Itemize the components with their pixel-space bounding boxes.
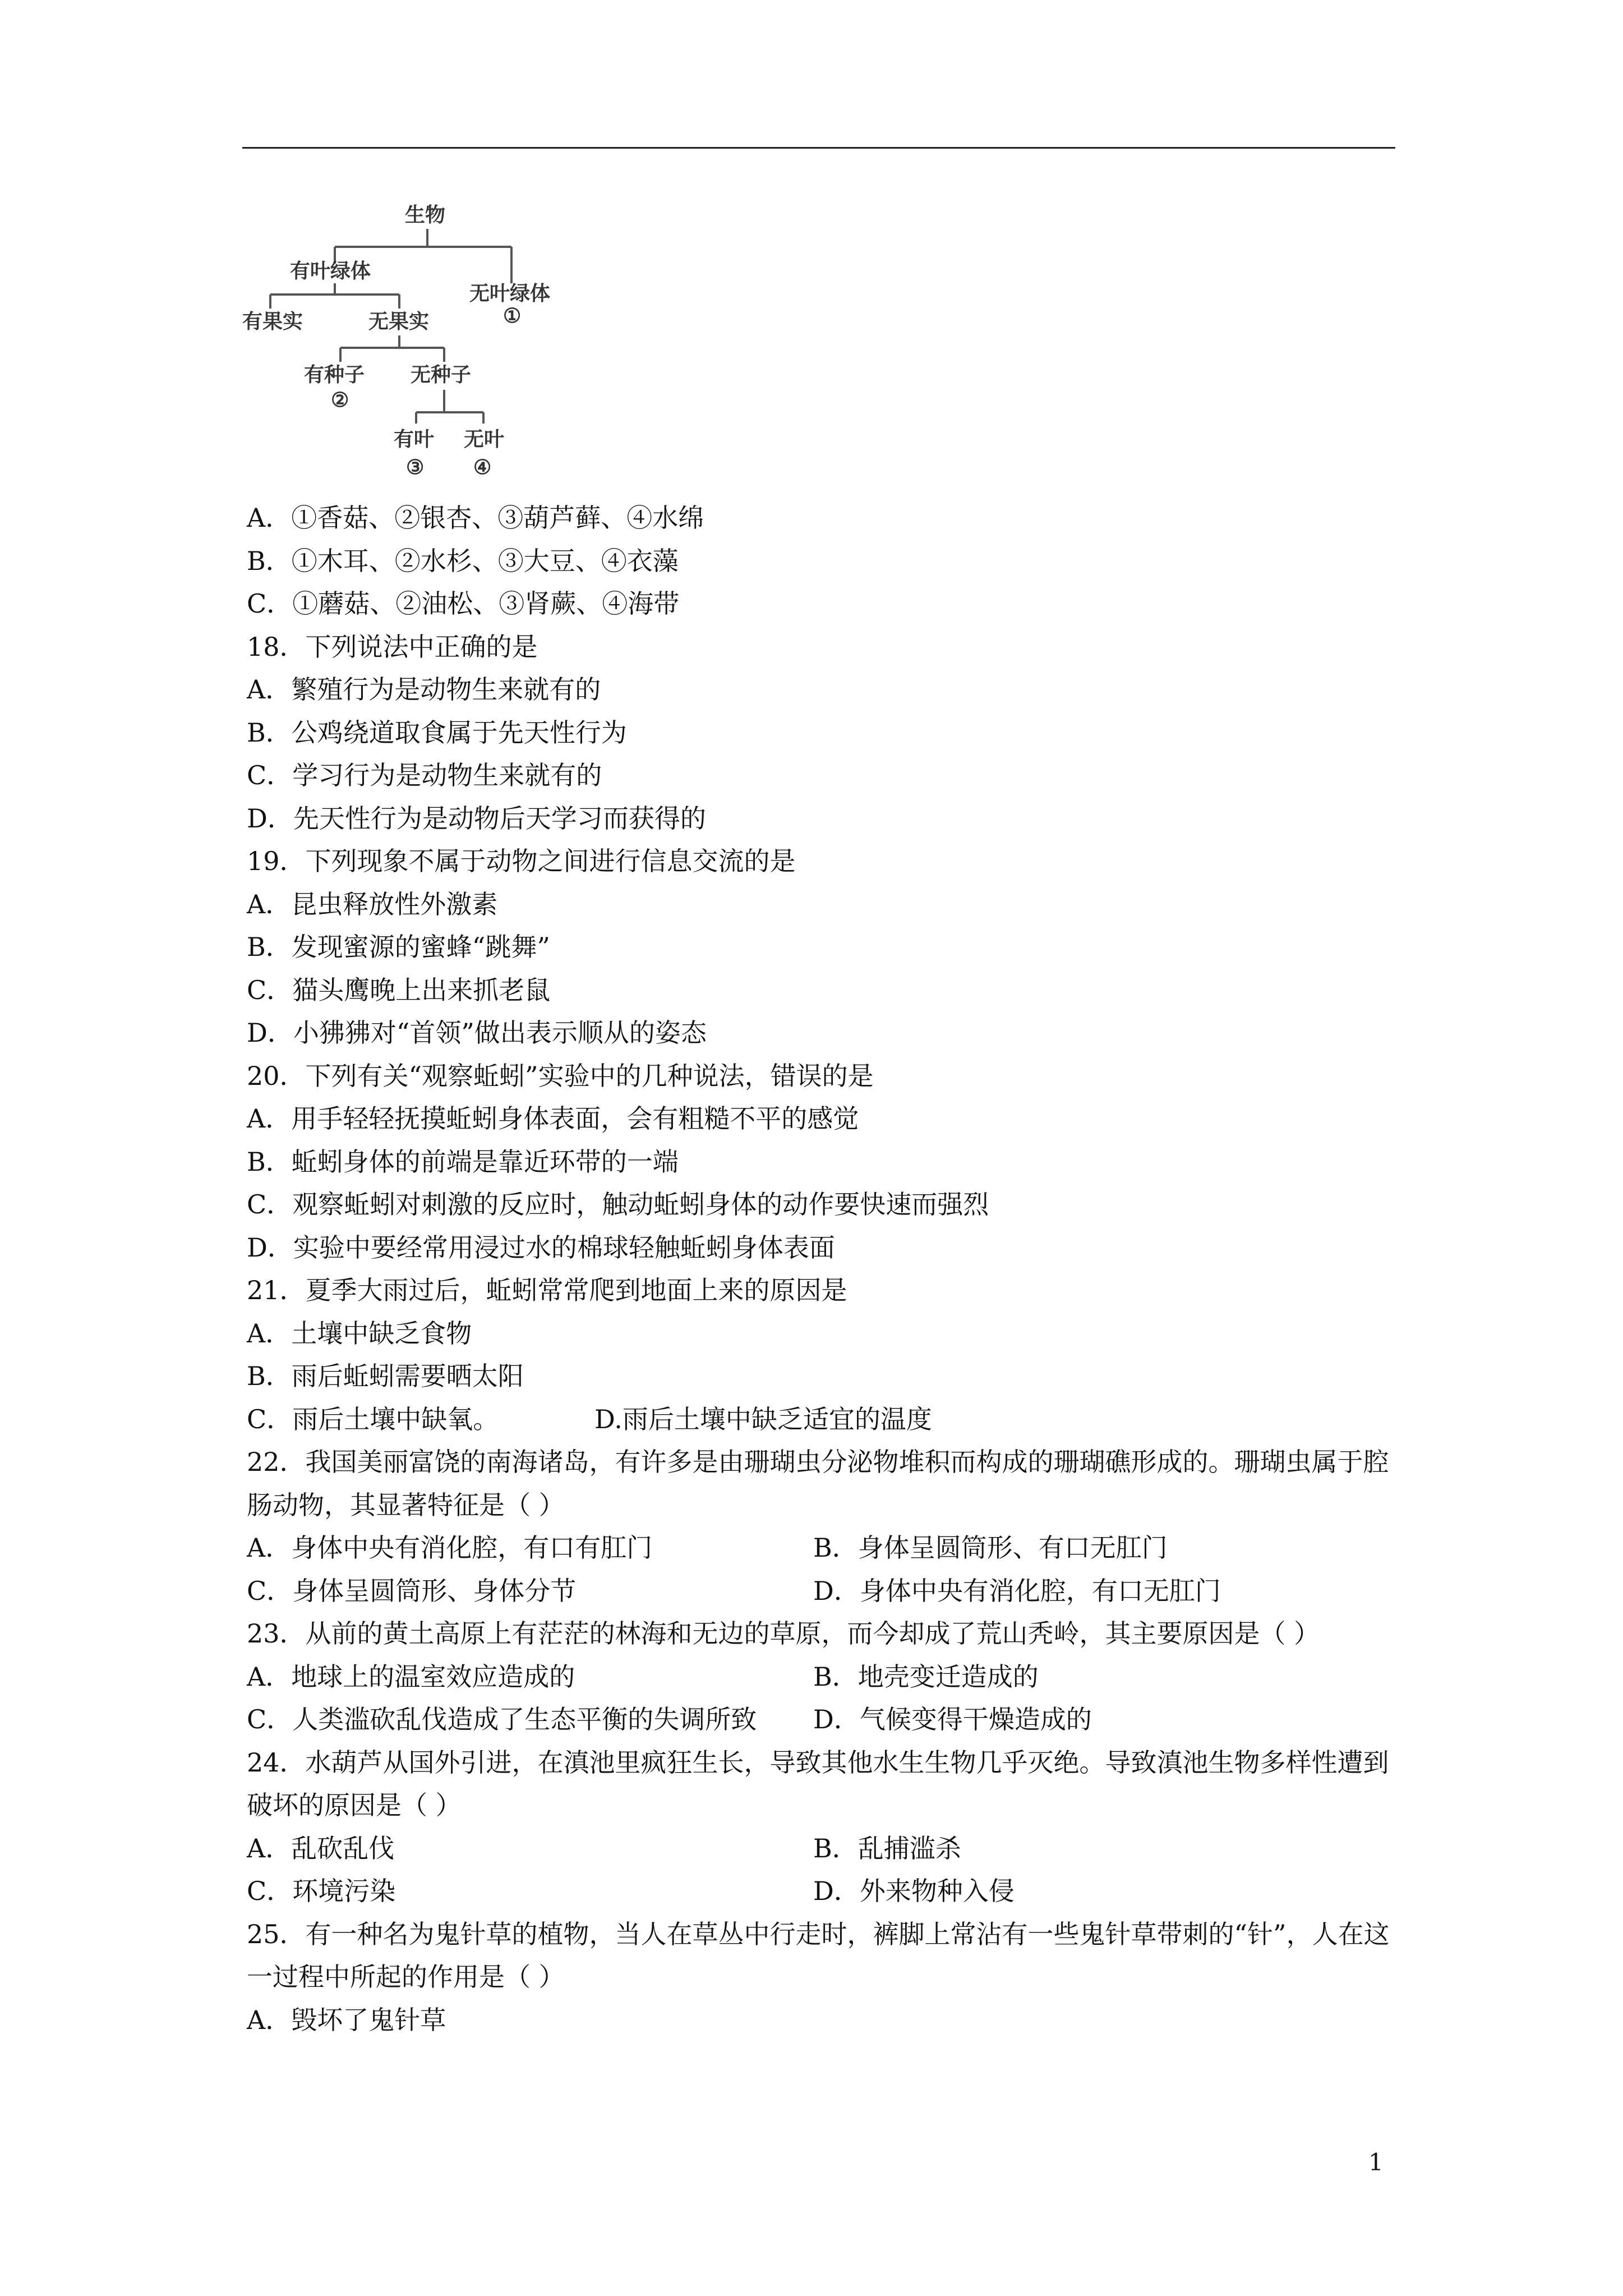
- q22-option-c: C．身体呈圆筒形、身体分节: [247, 1575, 577, 1606]
- q23-option-a: A．地球上的温室效应造成的: [247, 1661, 575, 1692]
- q18-stem: 18．下列说法中正确的是: [247, 631, 538, 662]
- q18-option-a: A．繁殖行为是动物生来就有的: [247, 674, 601, 705]
- q25-option-a: A．毁坏了鬼针草: [247, 2004, 446, 2035]
- q20-stem: 20．下列有关“观察蚯蚓”实验中的几种说法，错误的是: [247, 1060, 874, 1091]
- q21-option-a: A．土壤中缺乏食物: [247, 1318, 472, 1349]
- label-circle-3: ③: [406, 455, 425, 479]
- question-list: [247, 496, 1396, 2041]
- node-with-fruit: 有果实: [242, 310, 303, 333]
- q21-option-b: B．雨后蚯蚓需要晒太阳: [247, 1361, 524, 1391]
- q21-stem: 21．夏季大雨过后，蚯蚓常常爬到地面上来的原因是: [247, 1275, 847, 1305]
- classification-diagram: [242, 196, 590, 494]
- q22-option-a: A．身体中央有消化腔，有口有肛门: [247, 1533, 653, 1563]
- q23-stem: 23．从前的黄土高原上有茫茫的林海和无边的草原，而今却成了荒山秃岭，其主要原因是（ ）: [247, 1618, 1320, 1649]
- q17-option-b: B．①木耳、②水杉、③大豆、④衣藻: [247, 545, 679, 576]
- q24-option-d: D．外来物种入侵: [813, 1876, 1015, 1906]
- q19-option-a: A．昆虫释放性外激素: [247, 889, 498, 919]
- q24-option-c: C．环境污染: [247, 1876, 396, 1906]
- q20-option-b: B．蚯蚓身体的前端是靠近环带的一端: [247, 1146, 679, 1177]
- q23-options-ab: [247, 1655, 1396, 1699]
- node-without-leaf: 无叶: [464, 427, 505, 451]
- q18-option-c: C．学习行为是动物生来就有的: [247, 760, 602, 790]
- node-without-fruit: 无果实: [368, 310, 430, 333]
- q24-stem: 24．水葫芦从国外引进，在滇池里疯狂生长，导致其他水生生物几乎灭绝。导致滇池生物多样性遭到破坏的原因是（ ）: [247, 1747, 1389, 1820]
- q20-option-a: A．用手轻轻抚摸蚯蚓身体表面，会有粗糙不平的感觉: [247, 1103, 859, 1134]
- q18-option-b: B．公鸡绕道取食属于先天性行为: [247, 717, 627, 748]
- page-number: 1: [1368, 2148, 1384, 2176]
- q25-stem: 25．有一种名为鬼针草的植物，当人在草丛中行走时，裤脚上常沾有一些鬼针草带刺的“针”，人在这一过程中所起的作用是（ ）: [247, 1918, 1390, 1992]
- label-circle-4: ④: [473, 455, 492, 479]
- node-without-seed: 无种子: [411, 363, 472, 386]
- node-without-chlorophyll: 无叶绿体: [469, 282, 551, 305]
- q19-option-c: C．猫头鹰晚上出来抓老鼠: [247, 974, 551, 1005]
- q22-options-cd: [247, 1570, 1396, 1613]
- q24-options-cd: [247, 1870, 1396, 1913]
- q22-option-d: D．身体中央有消化腔，有口无肛门: [813, 1575, 1221, 1606]
- q24-option-a: A．乱砍乱伐: [247, 1833, 395, 1864]
- q23-option-d: D．气候变得干燥造成的: [813, 1704, 1092, 1734]
- q17-option-c: C．①蘑菇、②油松、③肾蕨、④海带: [247, 588, 680, 619]
- q19-option-b: B．发现蜜源的蜜蜂“跳舞”: [247, 932, 550, 962]
- header-rule: [242, 147, 1395, 149]
- q21-option-d: D.雨后土壤中缺乏适宜的温度: [594, 1404, 932, 1434]
- q18-option-d: D．先天性行为是动物后天学习而获得的: [247, 803, 706, 834]
- q24-options-ab: [247, 1827, 1396, 1870]
- q17-option-a: A．①香菇、②银杏、③葫芦藓、④水绵: [247, 503, 704, 533]
- node-with-leaf: 有叶: [394, 427, 435, 451]
- q19-stem: 19．下列现象不属于动物之间进行信息交流的是: [247, 846, 796, 876]
- q22-stem: 22．我国美丽富饶的南海诸岛，有许多是由珊瑚虫分泌物堆积而构成的珊瑚礁形成的。珊瑚虫属于腔肠动物，其显著特征是（ ）: [247, 1447, 1389, 1520]
- q24-option-b: B．乱捕滥杀: [813, 1833, 961, 1864]
- q20-option-c: C．观察蚯蚓对刺激的反应时，触动蚯蚓身体的动作要快速而强烈: [247, 1189, 989, 1220]
- q23-option-c: C．人类滥砍乱伐造成了生态平衡的失调所致: [247, 1704, 757, 1734]
- label-circle-2: ②: [331, 388, 349, 412]
- q21-option-c: C．雨后土壤中缺氧。: [247, 1404, 499, 1434]
- q19-option-d: D．小狒狒对“首领”做出表示顺从的姿态: [247, 1018, 707, 1048]
- node-with-chlorophyll: 有叶绿体: [290, 259, 371, 283]
- label-circle-1: ①: [503, 304, 522, 328]
- node-root: 生物: [405, 203, 446, 227]
- q22-option-b: B．身体呈圆筒形、有口无肛门: [813, 1533, 1168, 1563]
- q23-options-cd: [247, 1698, 1396, 1741]
- q23-option-b: B．地壳变迁造成的: [813, 1661, 1039, 1692]
- q20-option-d: D．实验中要经常用浸过水的棉球轻触蚯蚓身体表面: [247, 1232, 835, 1263]
- q21-options-cd: [247, 1398, 1396, 1441]
- q22-options-ab: [247, 1526, 1396, 1570]
- node-with-seed: 有种子: [304, 363, 365, 386]
